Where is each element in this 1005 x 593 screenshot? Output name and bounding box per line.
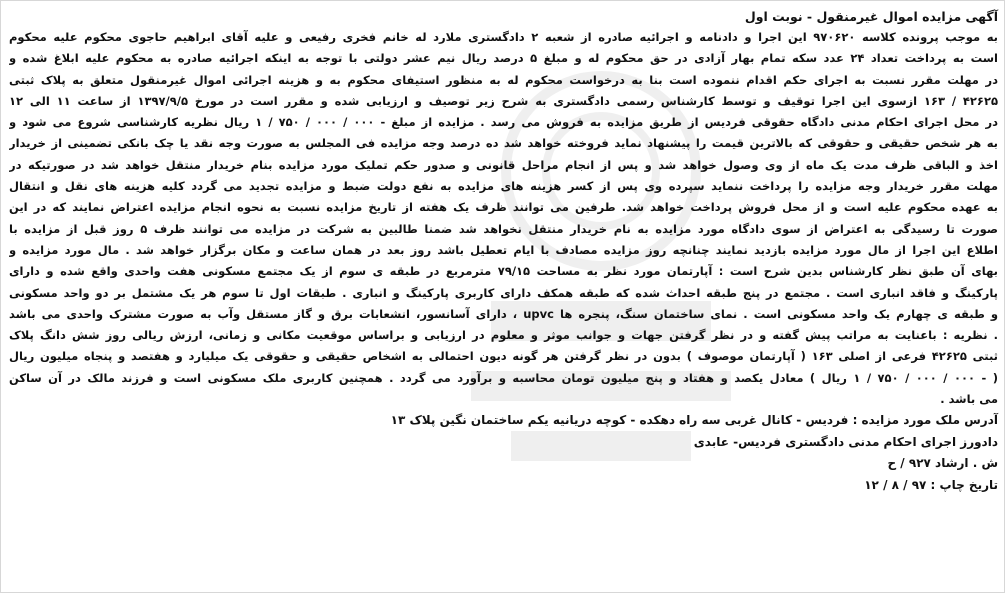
body-line-4: ۴۲۶۲۵ / ۱۶۳ ازسوی این اجرا توقیف و توسط کارشناس رسمی دادگستری به شرح زیر توصیف و ارزیابی شده و مقرر است در مورخ ۱۳۹۷/۹/۵ از ساعت ۱۱ الی ۱۲	[9, 93, 998, 108]
body-line-11: اطلاع این اجرا از مال مورد مزایده بازدید نمایند چنانچه روز مزایده مصادف با ایام تعطیل باشد روز بعد در همان ساعت و مکان برگزار خواهد شد . مال مورد مزایده و	[9, 242, 998, 257]
body-line-7: اخذ و الباقی ظرف مدت یک ماه از وی وصول خواهد شد و پس از انجام مراحل قانونی و صدور حکم تملیک مورد مزایده بنام خریدار منتقل خواهد شد در صورتیکه در	[9, 157, 998, 172]
notice-title: آگهی مزایده اموال غیرمنقول - نوبت اول	[744, 9, 998, 24]
property-address: آدرس ملک مورد مزایده : فردیس - کانال غربی سه راه دهکده - کوچه دریانیه یکم ساختمان نگین پلاک ۱۳	[390, 413, 998, 428]
ershad-number: ش . ارشاد ۹۲۷ / ح	[887, 456, 998, 471]
body-line-10: صورت تا رسیدگی به اعتراض از سوی دادگاه مورد مزایده به نام خریدار منتقل نخواهد شد ضمنا طالبین به شرکت در مزایده می توانند ظرف ۵ روز قبل از مزایده با	[9, 221, 998, 236]
body-line-14: و طبقه ی چهارم یک واحد مسکونی است . نمای ساختمان سنگ، پنجره ها upvc ، دارای آسانسور، انشعابات برق و گاز مستقل وآب به صورت مشترک واحدی می باشد	[9, 306, 998, 321]
body-line-1: به موجب پرونده کلاسه ۹۷۰۶۲۰ این اجرا و دادنامه و اجرائیه صادره از شعبه ۲ دادگستری ملارد له خانم فخری رفیعی و علیه آقای ابراهیم حاجوی محکوم علیه محکوم	[9, 30, 998, 44]
body-line-12: بهای آن طبق نظر کارشناس بدین شرح است : آپارتمان مورد نظر به مساحت ۷۹/۱۵ مترمربع در طبقه ی سوم از یک مجتمع مسکونی هفت واحدی واقع شده و دارای	[9, 264, 998, 279]
body-line-16: ثبتی ۴۲۶۲۵ فرعی از اصلی ۱۶۳ ( آپارتمان موصوف ) بدون در نظر گرفتن هر گونه دیون احتمالی به اشخاص حقیقی و حقوقی یک میلیارد و هفتصد و پنجاه میلیون ریال	[9, 349, 998, 364]
print-date: تاریخ چاپ : ۹۷ / ۸ / ۱۲	[864, 477, 998, 492]
body-line-3: در مهلت مقرر نسبت به اجرای حکم اقدام ننموده است بنا به درخواست محکوم له به منظور استیفای محکوم به و هزینه اجرائی اموال غیرمنقول متعلق به پلاک ثبتی	[9, 72, 998, 87]
body-line-9: به عهده محکوم علیه است و از محل فروش پرداخت خواهد شد. طرفین می توانند ظرف یک هفته از تاریخ مزایده نسبت به نحوه انجام مزایده اعتراض نمایند که در این	[9, 200, 998, 215]
body-line-18: می باشد .	[940, 392, 998, 407]
body-line-2: است به پرداخت تعداد ۲۴ عدد سکه تمام بهار آزادی در حق محکوم له و مبلغ ۵ درصد ریال نیم عشر دولتی با توجه به اینکه اجرائیه صادره به محکوم علیه ابلاغ شده و	[9, 51, 998, 66]
body-line-8: مهلت مقرر خریدار وجه مزایده را پرداخت ننماید سپرده وی پس از کسر هزینه های مزایده به نفع دولت ضبط و مزایده تجدید می گردد کلیه هزینه های نقل و انتقال	[9, 179, 998, 194]
body-line-13: پارکینگ و فاقد انباری است . مجتمع در پنج طبقه احداث شده که طبقه همکف دارای کاربری پارکینگ و انباری . طبقات اول تا سوم هر یک مشتمل بر دو واحد مسکونی	[9, 285, 998, 300]
body-line-6: به هر شخص حقیقی و حقوقی که بالاترین قیمت را پیشنهاد نماید فروخته خواهد شد ده درصد وجه مزایده فی المجلس به صورت وجه نقد یا چک بانکی تضمینی از خریدار	[9, 136, 998, 151]
issuing-office: دادورز اجرای احکام مدنی دادگستری فردیس- عابدی	[693, 434, 998, 449]
auction-notice	[9, 7, 998, 496]
body-line-5: در محل اجرای احکام مدنی دادگاه حقوقی فردیس از طریق مزایده به فروش می رسد . مزایده از مبلغ - ۰۰۰ / ۰۰۰ / ۷۵۰ / ۱ ریال نظریه کارشناسی شروع می شود و	[9, 115, 998, 130]
body-line-15: . نظریه : باعنایت به مراتب پیش گفته و در نظر گرفتن جهات و جوانب موثر و معلوم در ارزیابی و براساس موقعیت مکانی و زمانی، ارزش ریالی روز شش دانگ پلاک	[9, 328, 998, 343]
body-line-17: ( - ۰۰۰ / ۰۰۰ / ۷۵۰ / ۱ ریال ) معادل یکصد و هفتاد و پنج میلیون تومان محاسبه و برآورد می گردد . همچنین کاربری ملک مسکونی است و فرزند مالک در آن ساکن	[9, 370, 998, 385]
